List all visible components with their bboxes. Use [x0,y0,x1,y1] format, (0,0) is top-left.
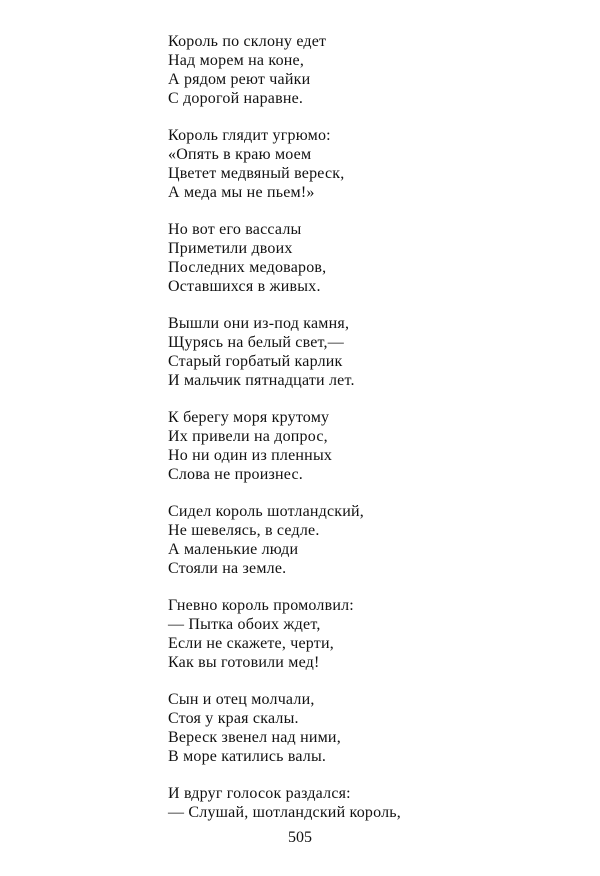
poem-line: И вдруг голосок раздался: [168,785,351,802]
stanza [168,784,568,822]
poem-line: «Опять в краю моем [168,146,312,163]
poem-line: Но ни один из пленных [168,447,333,464]
poem-line: Вереск звенел над ними, [168,729,341,746]
poem-line: — Слушай, шотландский король, [168,804,401,821]
poem-line: С дорогой наравне. [168,90,304,107]
stanza [168,596,568,672]
poem-line: А маленькие люди [168,541,299,558]
poem-line: Сидел король шотландский, [168,503,364,520]
poem-line: Не шевелясь, в седле. [168,522,320,539]
poem-line: Приметили двоих [168,240,293,257]
poem-line: Король глядит угрюмо: [168,127,331,144]
poem-line: Последних медоваров, [168,259,327,276]
poem-line: Но вот его вассалы [168,221,302,238]
poem-line: А рядом реют чайки [168,71,311,88]
poem-text [168,32,568,840]
poem-line: Слова не произнес. [168,466,303,483]
poem-line: Гневно король промолвил: [168,597,354,614]
poem-line: Вышли они из-под камня, [168,315,350,332]
poem-line: Над морем на коне, [168,52,305,69]
poem-line: Король по склону едет [168,33,327,50]
poem-line: И мальчик пятнадцати лет. [168,372,355,389]
poem-line: Как вы готовили мед! [168,654,320,671]
poem-line: Сын и отец молчали, [168,691,315,708]
page-number: 505 [288,829,312,846]
poem-line: Цветет медвяный вереск, [168,165,345,182]
poem-line: Если не скажете, черти, [168,635,334,652]
stanza [168,32,568,108]
stanza [168,220,568,296]
stanza [168,126,568,202]
poem-line: Их привели на допрос, [168,428,328,445]
poem-line: В море катились валы. [168,748,327,765]
poem-line: — Пытка обоих ждет, [168,616,321,633]
stanza [168,408,568,484]
stanza [168,690,568,766]
stanza [168,314,568,390]
stanza [168,502,568,578]
poem-line: А меда мы не пьем!» [168,184,315,201]
poem-line: Стояли на земле. [168,560,287,577]
poem-line: Стоя у края скалы. [168,710,299,727]
poem-line: Щурясь на белый свет,— [168,334,344,351]
poem-line: Старый горбатый карлик [168,353,343,370]
poem-line: Оставшихся в живых. [168,278,321,295]
poem-line: К берегу моря крутому [168,409,330,426]
